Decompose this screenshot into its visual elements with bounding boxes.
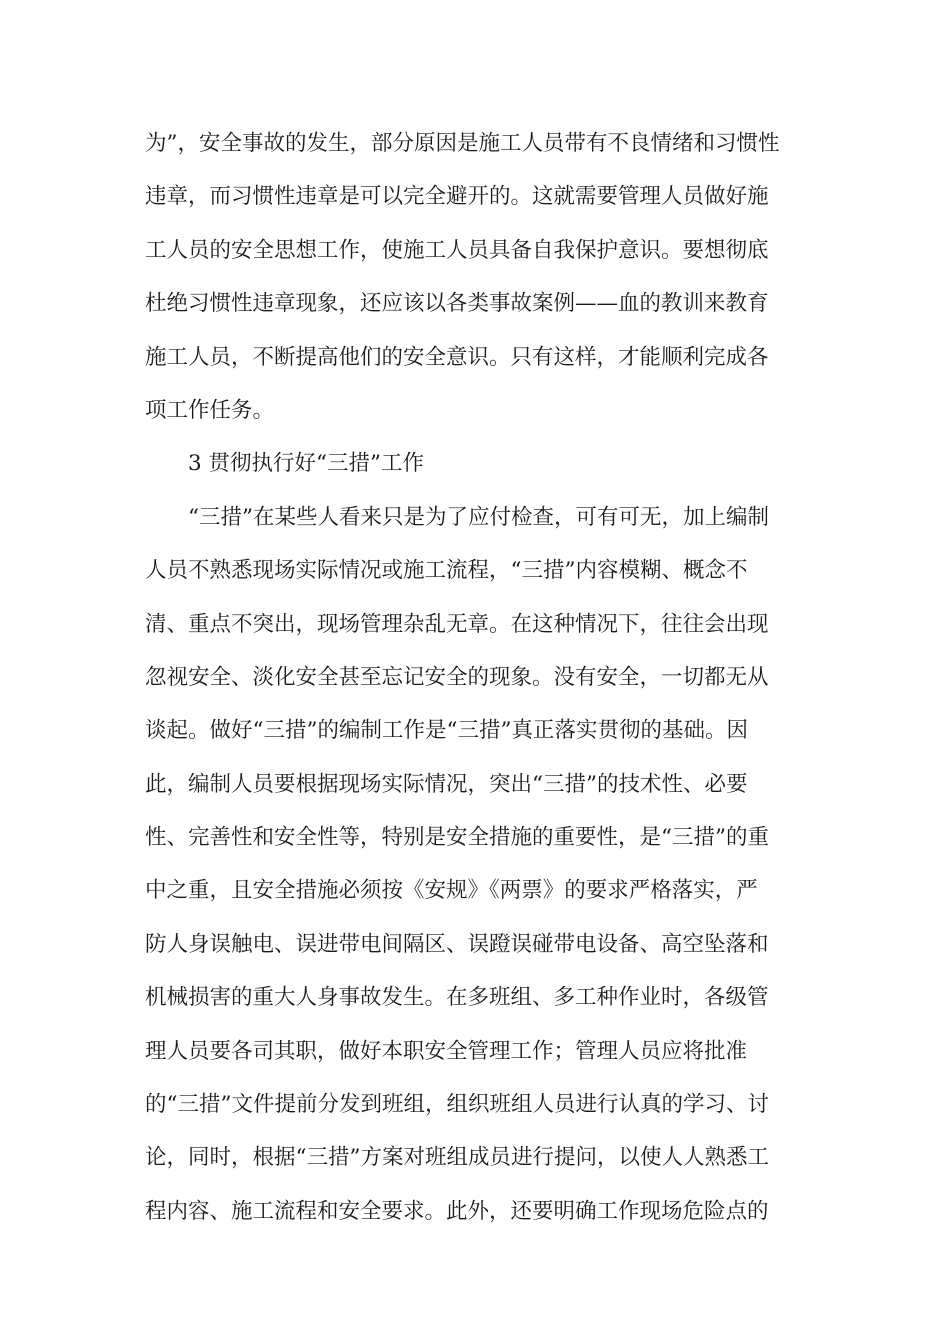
text-line: “三措”在某些人看来只是为了应付检查，可有可无，加上编制	[188, 504, 769, 530]
text-line: 性、完善性和安全性等，特别是安全措施的重要性，是“三措”的重	[145, 825, 769, 851]
text-line: 为”，安全事故的发生，部分原因是施工人员带有不良情绪和习惯性	[145, 131, 780, 156]
text-line: 论，同时，根据“三措”方案对班组成员进行提问，以使人人熟悉工	[145, 1145, 769, 1171]
text-line: 杜绝习惯性违章现象，还应该以各类事故案例——血的教训来教育	[145, 291, 769, 317]
text-line: 清、重点不突出，现场管理杂乱无章。在这种情况下，往往会出现	[145, 611, 769, 637]
text-line: 项工作任务。	[145, 397, 275, 423]
body-text	[145, 117, 810, 1238]
text-line: 的“三措”文件提前分发到班组，组织班组人员进行认真的学习、讨	[145, 1092, 769, 1118]
section-heading: 3 贯彻执行好“三措”工作	[188, 451, 424, 477]
text-line: 程内容、施工流程和安全要求。此外，还要明确工作现场危险点的	[145, 1198, 769, 1224]
text-line: 此，编制人员要根据现场实际情况，突出“三措”的技术性、必要	[145, 771, 748, 797]
text-line: 谈起。做好“三措”的编制工作是“三措”真正落实贯彻的基础。因	[145, 718, 748, 744]
text-line: 施工人员，不断提高他们的安全意识。只有这样，才能顺利完成各	[145, 344, 769, 370]
text-line: 机械损害的重大人身事故发生。在多班组、多工种作业时，各级管	[145, 985, 769, 1011]
text-line: 人员不熟悉现场实际情况或施工流程，“三措”内容模糊、概念不	[145, 558, 748, 584]
text-line: 忽视安全、淡化安全甚至忘记安全的现象。没有安全，一切都无从	[145, 664, 769, 690]
text-line: 中之重，且安全措施必须按《安规》《两票》的要求严格落实，严	[145, 878, 758, 904]
text-line: 理人员要各司其职，做好本职安全管理工作；管理人员应将批准	[145, 1038, 748, 1064]
text-line: 工人员的安全思想工作，使施工人员具备自我保护意识。要想彻底	[145, 237, 769, 263]
text-line: 违章，而习惯性违章是可以完全避开的。这就需要管理人员做好施	[145, 184, 769, 210]
text-line: 防人身误触电、误进带电间隔区、误蹬误碰带电设备、高空坠落和	[145, 931, 769, 957]
paragraph-three-measures	[145, 491, 810, 1238]
paragraph-safety-awareness	[145, 117, 810, 437]
